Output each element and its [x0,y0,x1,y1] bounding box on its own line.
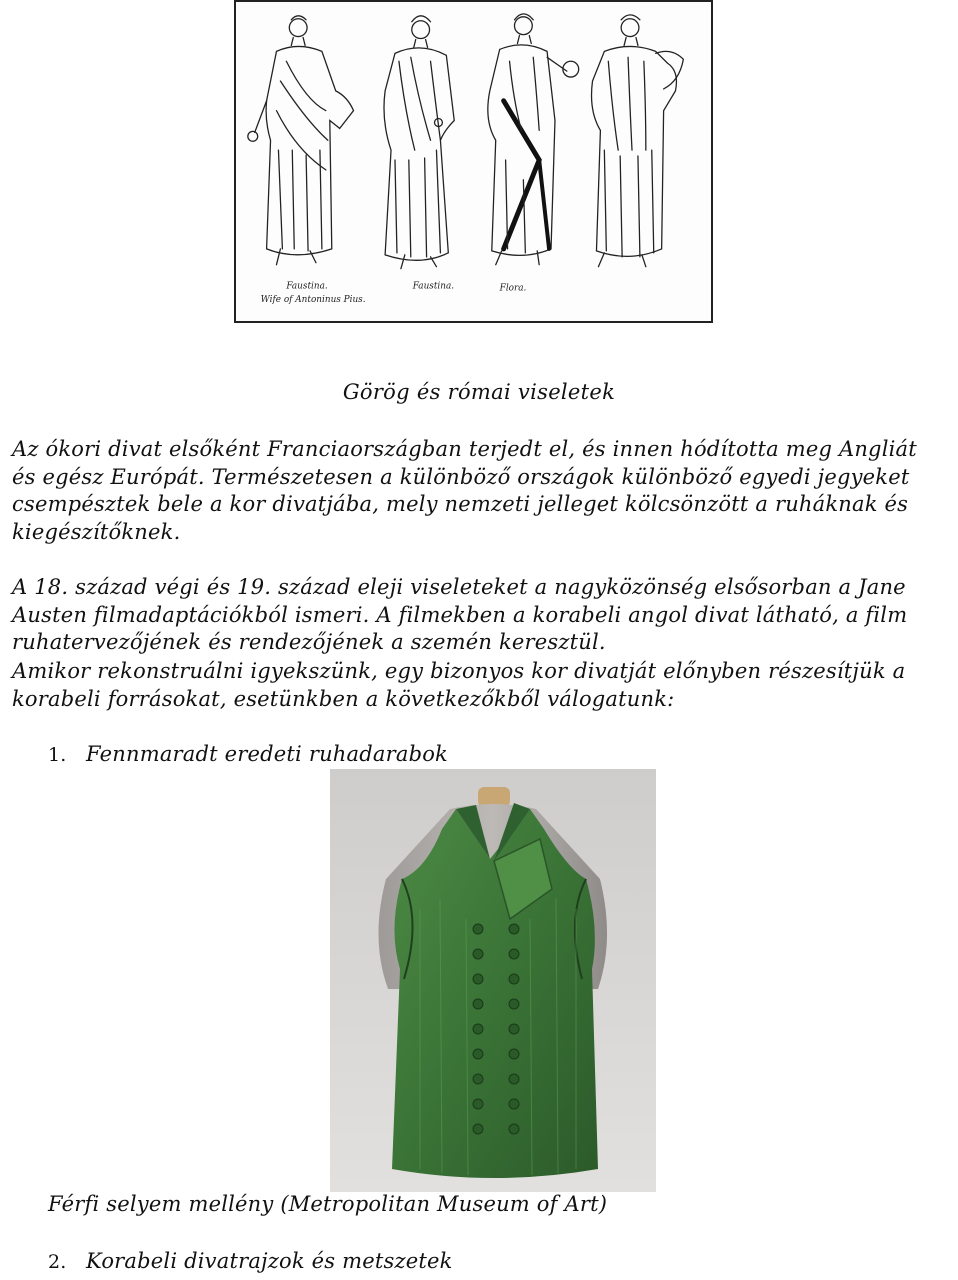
classical-costume-engraving [234,0,713,323]
photo-caption: Férfi selyem mellény (Metropolitan Museum of Art) [48,1192,608,1216]
figure-label-1: Faustina. [286,281,328,292]
silk-vest-photo [330,769,656,1192]
figure-1 [248,16,354,265]
figure-3 [488,14,579,265]
list-item-1 [48,740,448,769]
list-text-1: Fennmaradt eredeti ruhadarabok [86,742,448,766]
vest-image [330,769,656,1192]
figure-4 [592,15,684,267]
list-text-2: Korabeli divatrajzok és metszetek [86,1249,453,1273]
figure-2 [384,16,454,269]
list-number-2: 2. [48,1251,67,1273]
figure-caption-top: Görög és római viseletek [342,380,616,404]
list-item-2 [48,1247,453,1276]
figure-label-2: Faustina. [412,281,455,292]
paragraph-1: Az ókori divat elsőként Franciaországban terjedt el, és innen hódította meg Angliát és egész Európát. Természetesen a különböző országok különböző egyedi jegyeket csempésztek bele a kor divatjába, mely nemzeti jelleget kölcsönzött a ruháknak és kiegészítőknek. [12,437,917,544]
list-number-1: 1. [48,744,67,766]
figure-label-3: Flora. [499,283,527,294]
figure-label-1-subtitle: Wife of Antoninus Pius. [260,295,366,306]
engraving-drawing [236,2,711,321]
paragraph-3: Amikor rekonstruálni igyekszünk, egy bizonyos kor divatját előnyben részesítjük a korabeli forrásokat, esetünkben a következőkből válogatunk: [12,659,906,711]
paragraph-2: A 18. század végi és 19. század eleji viseleteket a nagyközönség elsősorban a Jane Austen filmadaptációkból ismeri. A filmekben a korabeli angol divat látható, a film ruhatervezőjének és rendezőjének a szemén keresztül. [12,575,908,654]
